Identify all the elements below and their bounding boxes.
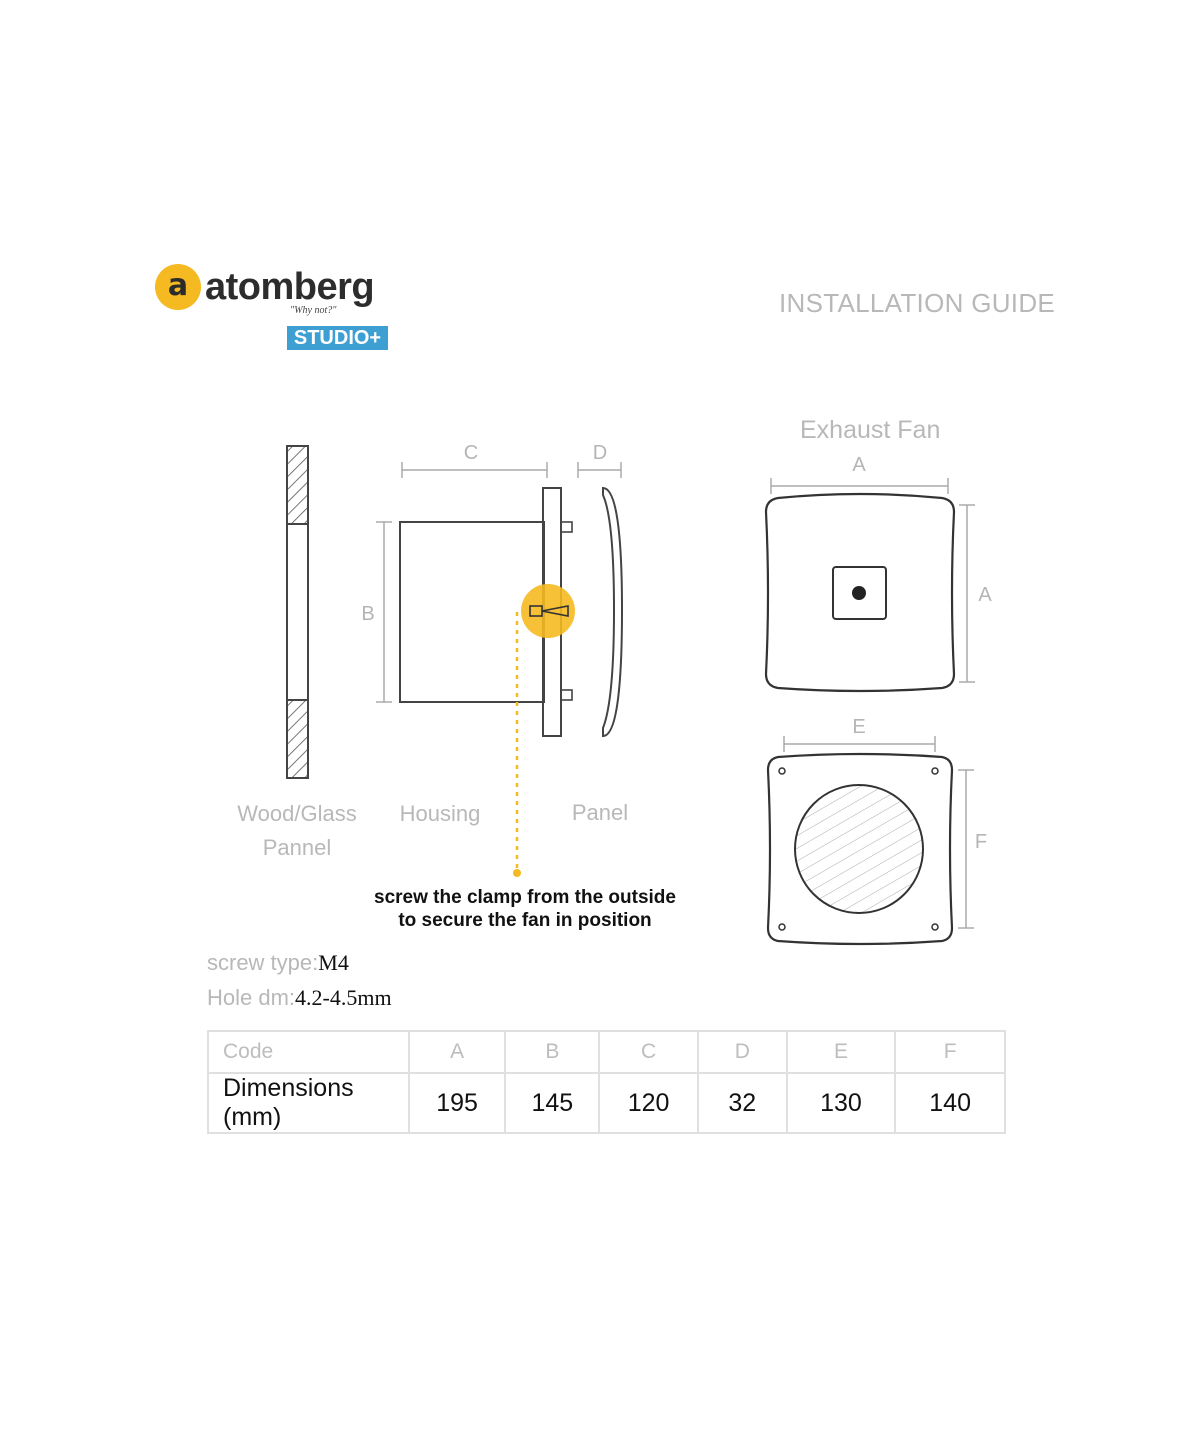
dimension-a-side: [959, 505, 975, 682]
table-row-codes: [208, 1031, 1005, 1073]
screw-type-label: screw type:: [207, 950, 319, 975]
panel-drawing: [603, 488, 622, 736]
row-header-code: Code: [208, 1031, 409, 1073]
table-cell-value: 32: [698, 1073, 787, 1133]
screw-type-value: M4: [318, 950, 349, 975]
clamp-note: [350, 886, 700, 932]
dim-letter-f: F: [974, 831, 988, 853]
dim-letter-b: B: [361, 603, 375, 625]
table-cell-code: B: [505, 1031, 599, 1073]
table-cell-code: F: [895, 1031, 1005, 1073]
dim-letter-c: C: [463, 442, 479, 464]
wood-glass-label: [222, 797, 372, 865]
table-cell-value: 195: [409, 1073, 506, 1133]
dim-letter-d: D: [592, 442, 608, 464]
table-cell-code: E: [787, 1031, 896, 1073]
wood-glass-panel-drawing: [287, 446, 308, 778]
table-cell-value: 145: [505, 1073, 599, 1133]
fan-back-view: [768, 754, 952, 944]
wood-glass-label-line2: Pannel: [262, 835, 332, 860]
dimension-f: [958, 770, 974, 928]
hole-dm-spec: [207, 985, 392, 1011]
clamp-note-line1: screw the clamp from the outside: [374, 887, 676, 908]
dim-letter-a-top: A: [852, 454, 866, 476]
row-header-dimensions: Dimensions (mm): [208, 1073, 409, 1133]
housing-label: Housing: [399, 801, 481, 826]
brand-logo-icon: a: [155, 264, 201, 310]
table-cell-value: 140: [895, 1073, 1005, 1133]
dimensions-table: [207, 1030, 1006, 1134]
dimension-e: [784, 736, 935, 752]
dim-letter-e: E: [852, 716, 866, 738]
page-title: INSTALLATION GUIDE: [779, 288, 1056, 318]
wood-glass-label-line1: Wood/Glass: [237, 801, 357, 826]
dimension-b: [376, 522, 392, 702]
table-cell-code: A: [409, 1031, 506, 1073]
screw-type-spec: [207, 950, 349, 976]
hole-dm-label: Hole dm:: [207, 985, 296, 1010]
panel-label: Panel: [571, 800, 629, 825]
brand-name: atomberg: [205, 266, 375, 308]
brand-tagline: "Why not?": [290, 305, 337, 316]
dimension-d: [578, 462, 621, 478]
exhaust-fan-title: Exhaust Fan: [800, 416, 941, 444]
fan-front-view: [766, 494, 954, 691]
dimension-a-top: [771, 478, 948, 494]
dimension-c: [402, 462, 547, 478]
product-badge: STUDIO+: [287, 326, 388, 350]
dim-letter-a-side: A: [978, 584, 992, 606]
hole-dm-value: 4.2-4.5mm: [295, 985, 392, 1010]
table-cell-value: 130: [787, 1073, 896, 1133]
clamp-note-line2: to secure the fan in position: [398, 910, 652, 931]
table-row-dimensions: [208, 1073, 1005, 1133]
table-cell-value: 120: [599, 1073, 698, 1133]
table-cell-code: D: [698, 1031, 787, 1073]
table-cell-code: C: [599, 1031, 698, 1073]
